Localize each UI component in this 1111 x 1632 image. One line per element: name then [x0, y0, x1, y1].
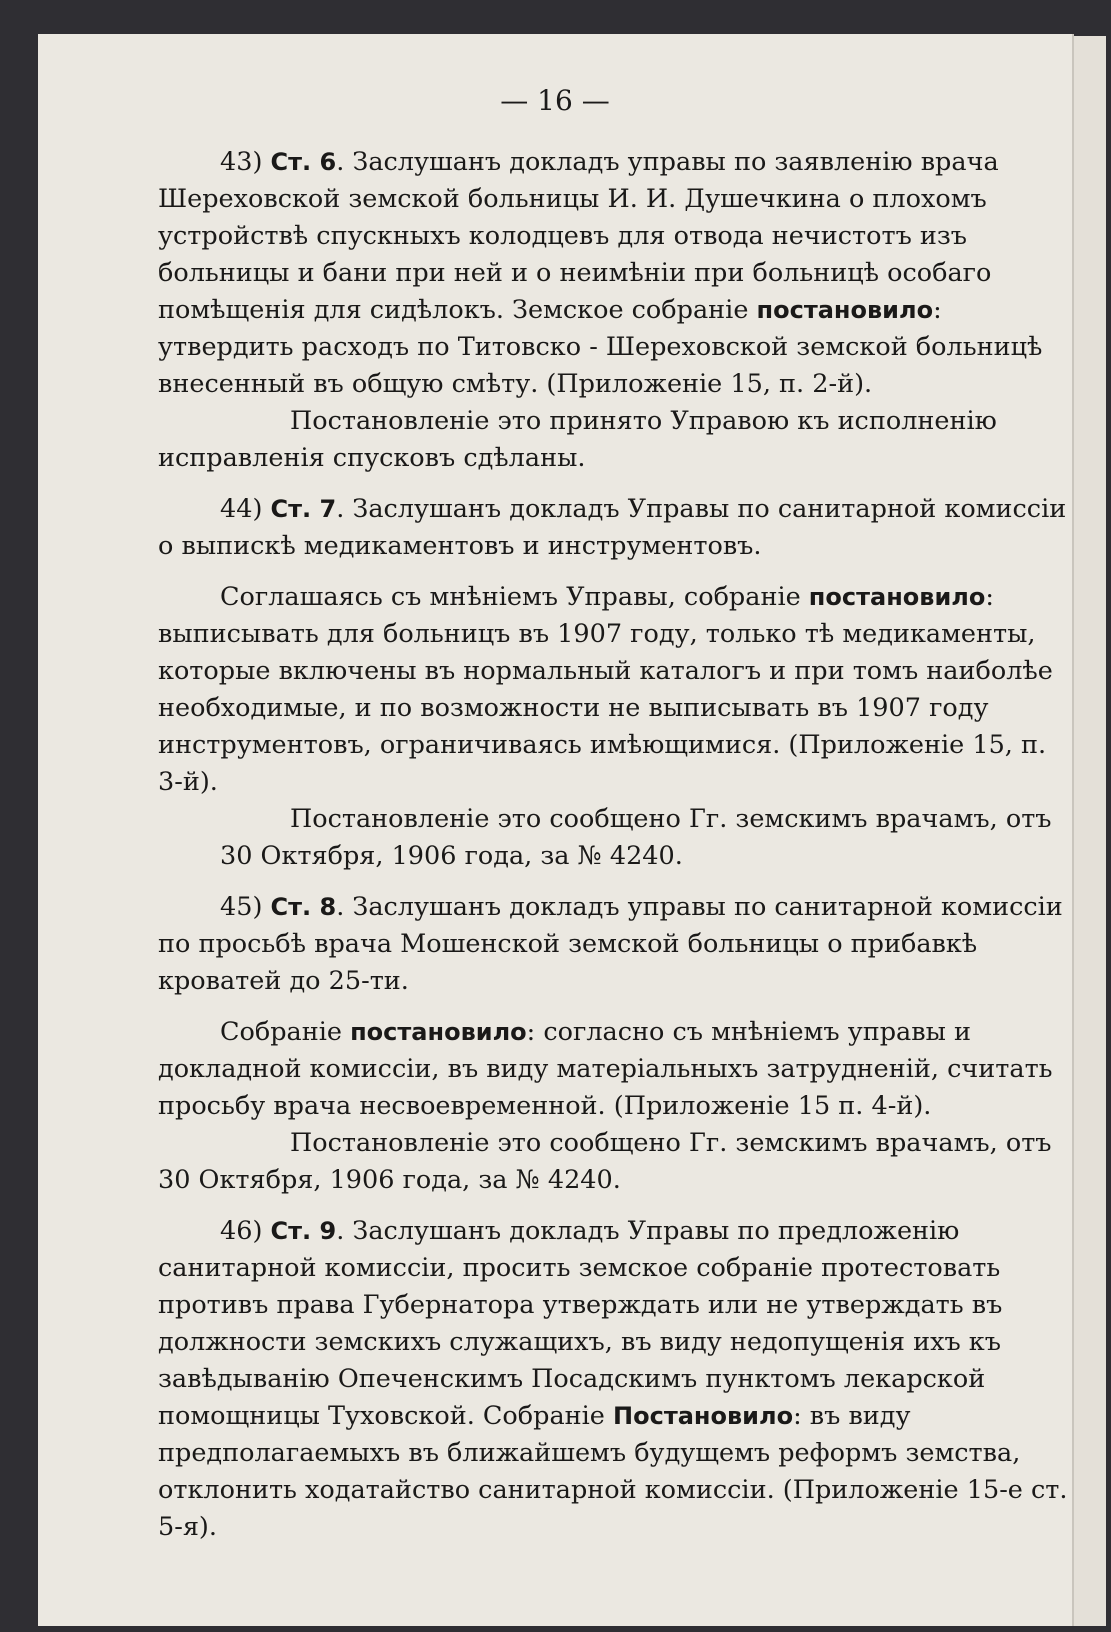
item-number: 44)	[220, 494, 263, 524]
item-44-resolution	[158, 579, 1068, 801]
page-number: — 16 —	[500, 84, 610, 117]
article-ref: Ст. 9	[270, 1217, 337, 1245]
item-text-continued: : въ виду предполагаемыхъ въ ближайшемъ будущемъ реформъ земства, отклонить ходатайство санитарной комиссіи. (Приложеніе 15-е ст. 5-я).	[158, 1401, 1068, 1542]
item-43	[158, 144, 1068, 403]
item-44-date: 30 Октября, 1906 года, за № 4240.	[220, 841, 683, 871]
page-body	[158, 144, 1068, 1546]
item-text-continued: : утвердить расходъ по Титовско - Шереховской земской больницѣ внесенный въ общую смѣту. (Приложеніе 15, п. 2-й).	[158, 295, 1043, 399]
item-45-resolution	[158, 1014, 1068, 1125]
item-number: 45)	[220, 892, 263, 922]
item-text: . Заслушанъ докладъ Управы по санитарной комиссіи о выпискѣ медикаментовъ и инструментовъ.	[158, 494, 1067, 561]
resolution-keyword: постановило	[350, 1018, 527, 1046]
item-text: . Заслушанъ докладъ управы по санитарной комиссіи по просьбѣ врача Мошенской земской больницы о прибавкѣ кроватей до 25-ти.	[158, 892, 1063, 996]
resolution-text-continued: : выписывать для больницъ въ 1907 году, только тѣ медикаменты, которые включены въ нормальный каталогъ и при томъ наиболѣе необходимые, и по возможности не выписывать въ 1907 году инструментовъ, ограничиваясь имѣющимися. (Приложеніе 15, п. 3-й).	[158, 582, 1053, 797]
document-page	[38, 34, 1074, 1626]
item-45-note: Постановленіе это сообщено Гг. земскимъ врачамъ, отъ	[290, 1128, 1052, 1158]
item-43-note: Постановленіе это принято Управою къ исполненію исправленія спусковъ сдѣланы.	[158, 406, 997, 473]
item-number: 43)	[220, 147, 263, 177]
item-46	[158, 1213, 1068, 1546]
article-ref: Ст. 6	[270, 148, 337, 176]
item-45	[158, 889, 1068, 1000]
item-45-date: 30 Октября, 1906 года, за № 4240.	[158, 1165, 621, 1195]
resolution-keyword: постановило	[756, 296, 934, 324]
item-44-note: Постановленіе это сообщено Гг. земскимъ врачамъ, отъ	[290, 804, 1052, 834]
item-44	[158, 491, 1068, 565]
resolution-keyword: Постановило	[613, 1402, 794, 1430]
item-text: . Заслушанъ докладъ Управы по предложенію санитарной комиссіи, просить земское собраніе протестовать противъ права Губернатора утверждать или не утверждать въ должности земскихъ служащихъ, въ виду недопущенія ихъ къ завѣдыванію Опеченскимъ Посадскимъ пунктомъ лекарской помощницы Туховской. Собраніе	[158, 1216, 1003, 1431]
resolution-text-continued: : согласно съ мнѣніемъ управы и докладной комиссіи, въ виду матеріальныхъ затрудненій, считать просьбу врача несвоевременной. (Приложеніе 15 п. 4-й).	[158, 1017, 1053, 1121]
article-ref: Ст. 8	[270, 893, 337, 921]
resolution-text: Собраніе	[220, 1017, 351, 1047]
resolution-keyword: постановило	[808, 583, 986, 611]
resolution-text: Соглашаясь съ мнѣніемъ Управы, собраніе	[220, 582, 809, 612]
item-text: . Заслушанъ докладъ управы по заявленію врача Шереховской земской больницы И. И. Душечкина о плохомъ устройствѣ спускныхъ колодцевъ для отвода нечистотъ изъ больницы и бани при ней и о неимѣніи при больницѣ особаго помѣщенія для сидѣлокъ. Земское собраніе	[158, 147, 999, 325]
item-number: 46)	[220, 1216, 263, 1246]
article-ref: Ст. 7	[270, 495, 337, 523]
